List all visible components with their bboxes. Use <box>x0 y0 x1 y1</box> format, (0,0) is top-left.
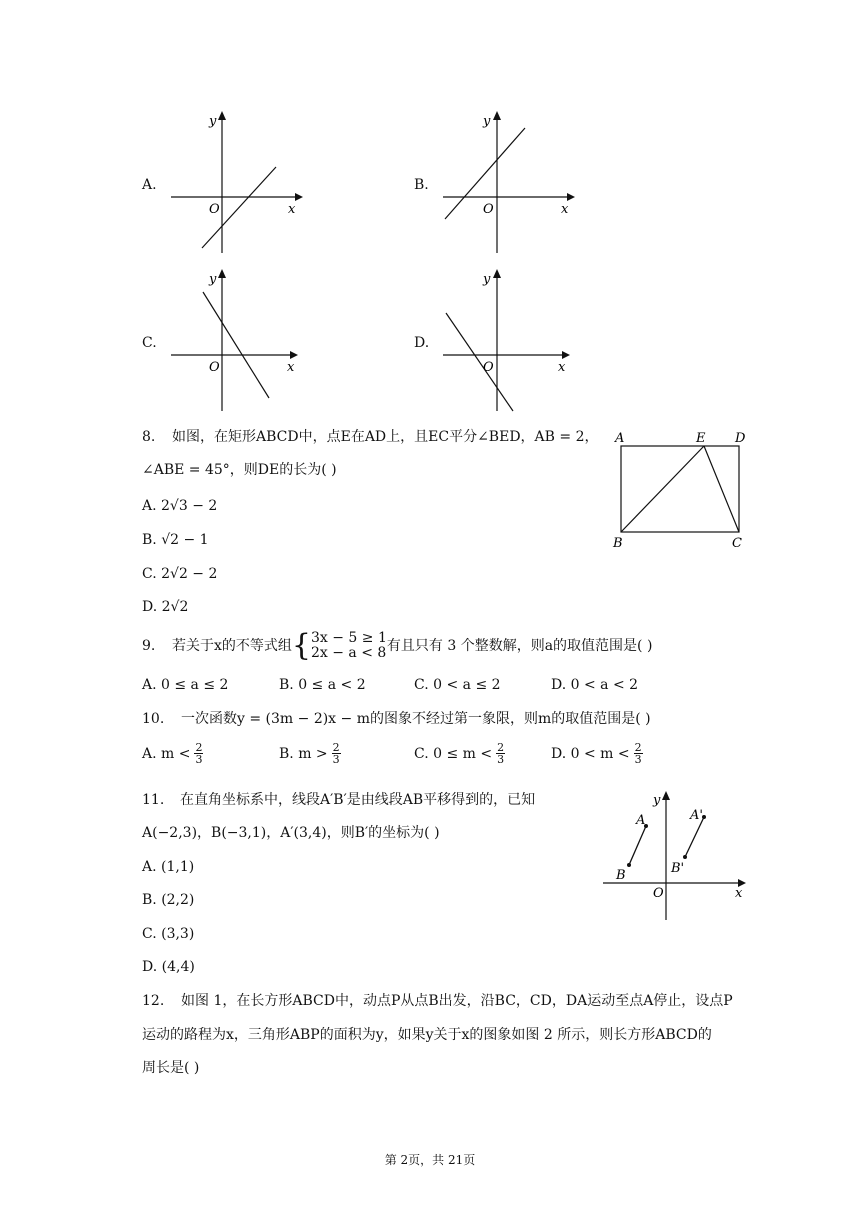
x-axis-label: x <box>287 360 295 375</box>
q10-option-a <box>142 742 203 765</box>
q11-option-a: A. (1,1) <box>142 859 195 875</box>
q11-line2: A(−2,3)，B(−3,1)，A′(3,4)，则B′的坐标为( ) <box>142 825 440 841</box>
q8-option-b: B. √2 − 1 <box>142 532 209 548</box>
q12-line1: 如图 1，在长方形ABCD中，动点P从点B出发，沿BC，CD，DA运动至点A停止，设点P <box>181 993 733 1009</box>
vertex-a-label: A <box>615 431 625 446</box>
q9-option-d: D. 0 < a < 2 <box>551 677 639 693</box>
numerator: 2 <box>195 741 203 754</box>
q9-number: 9. <box>142 638 156 654</box>
q10-number: 10. <box>142 711 165 727</box>
q7-option-a-label: A. <box>142 177 157 193</box>
origin-label: O <box>653 886 664 901</box>
q11-option-d: D. (4,4) <box>142 959 195 975</box>
q8-line2: ∠ABE = 45°，则DE的长为( ) <box>142 462 337 478</box>
denominator: 3 <box>332 753 340 766</box>
vertex-e-label: E <box>696 431 706 446</box>
q7-graph-c <box>165 266 305 414</box>
vertex-b-label: B <box>613 536 623 550</box>
inequality-system <box>311 631 387 661</box>
q12-line3: 周长是( ) <box>142 1060 200 1076</box>
inequality-2: 2x − a < 8 <box>311 645 387 661</box>
option-prefix: A. m < <box>142 745 191 762</box>
y-axis-label: y <box>483 272 491 287</box>
q7-option-d-label: D. <box>414 335 430 351</box>
brace-icon: { <box>291 628 311 663</box>
origin-label: O <box>483 360 494 375</box>
point-b-label: B <box>616 868 626 883</box>
q8-option-c: C. 2√2 − 2 <box>142 566 218 582</box>
origin-label: O <box>209 360 220 375</box>
fraction <box>332 742 341 765</box>
y-axis-label: y <box>209 114 217 129</box>
x-axis-label: x <box>288 202 296 217</box>
q9-prefix: 若关于x的不等式组 <box>172 638 292 654</box>
option-prefix: C. 0 ≤ m < <box>414 745 493 762</box>
q9-option-c: C. 0 < a ≤ 2 <box>414 677 501 693</box>
q7-graph-b <box>437 108 577 256</box>
vertex-c-label: C <box>732 536 742 550</box>
q11-option-b: B. (2,2) <box>142 892 195 908</box>
fraction <box>634 742 643 765</box>
fraction <box>496 742 505 765</box>
origin-label: O <box>209 202 220 217</box>
point-a-prime-label: A' <box>690 808 703 823</box>
inequality-1: 3x − 5 ≥ 1 <box>311 630 387 646</box>
numerator: 2 <box>497 741 505 754</box>
q8-rectangle-figure <box>608 426 756 550</box>
q7-option-c-label: C. <box>142 335 157 351</box>
point-b-prime-label: B' <box>671 861 685 876</box>
denominator: 3 <box>634 753 642 766</box>
vertex-d-label: D <box>735 431 746 446</box>
y-axis-label: y <box>653 793 661 808</box>
option-prefix: B. m > <box>279 745 328 762</box>
denominator: 3 <box>497 753 505 766</box>
y-axis-label: y <box>209 272 217 287</box>
q9-suffix: 有且只有 3 个整数解，则a的取值范围是( ) <box>386 638 653 654</box>
page-footer: 第 2页，共 21页 <box>384 1153 476 1167</box>
option-prefix: D. 0 < m < <box>551 745 630 762</box>
denominator: 3 <box>195 753 203 766</box>
y-axis-label: y <box>483 114 491 129</box>
q7-graph-a <box>165 108 305 256</box>
numerator: 2 <box>332 741 340 754</box>
q11-number: 11. <box>142 792 165 808</box>
fraction <box>194 742 203 765</box>
x-axis-label: x <box>735 886 743 901</box>
q9-stem <box>172 626 652 666</box>
numerator: 2 <box>634 741 642 754</box>
q8-option-d: D. 2√2 <box>142 599 189 615</box>
x-axis-label: x <box>558 360 566 375</box>
point-a-label: A <box>636 813 646 828</box>
q10-text: 一次函数y = (3m − 2)x − m的图象不经过第一象限，则m的取值范围是( ) <box>181 711 651 727</box>
q9-option-b: B. 0 ≤ a < 2 <box>279 677 366 693</box>
origin-label: O <box>483 202 494 217</box>
q10-option-c <box>414 742 505 765</box>
q11-coordinate-figure <box>600 786 752 922</box>
q10-option-b <box>279 742 341 765</box>
q8-line1: 如图，在矩形ABCD中，点E在AD上，且EC平分∠BED，AB = 2， <box>172 429 599 445</box>
q12-number: 12. <box>142 993 165 1009</box>
q7-graph-d <box>437 266 577 414</box>
q11-line1: 在直角坐标系中，线段A′B′是由线段AB平移得到的，已知 <box>180 792 536 808</box>
q10-option-d <box>551 742 643 765</box>
q7-option-b-label: B. <box>414 177 429 193</box>
q11-option-c: C. (3,3) <box>142 926 195 942</box>
q8-option-a: A. 2√3 − 2 <box>142 498 218 514</box>
q9-option-a: A. 0 ≤ a ≤ 2 <box>142 677 229 693</box>
x-axis-label: x <box>561 202 569 217</box>
q8-number: 8. <box>142 429 156 445</box>
q12-line2: 运动的路程为x，三角形ABP的面积为y，如果y关于x的图象如图 2 所示，则长方形ABCD的 <box>142 1027 712 1043</box>
